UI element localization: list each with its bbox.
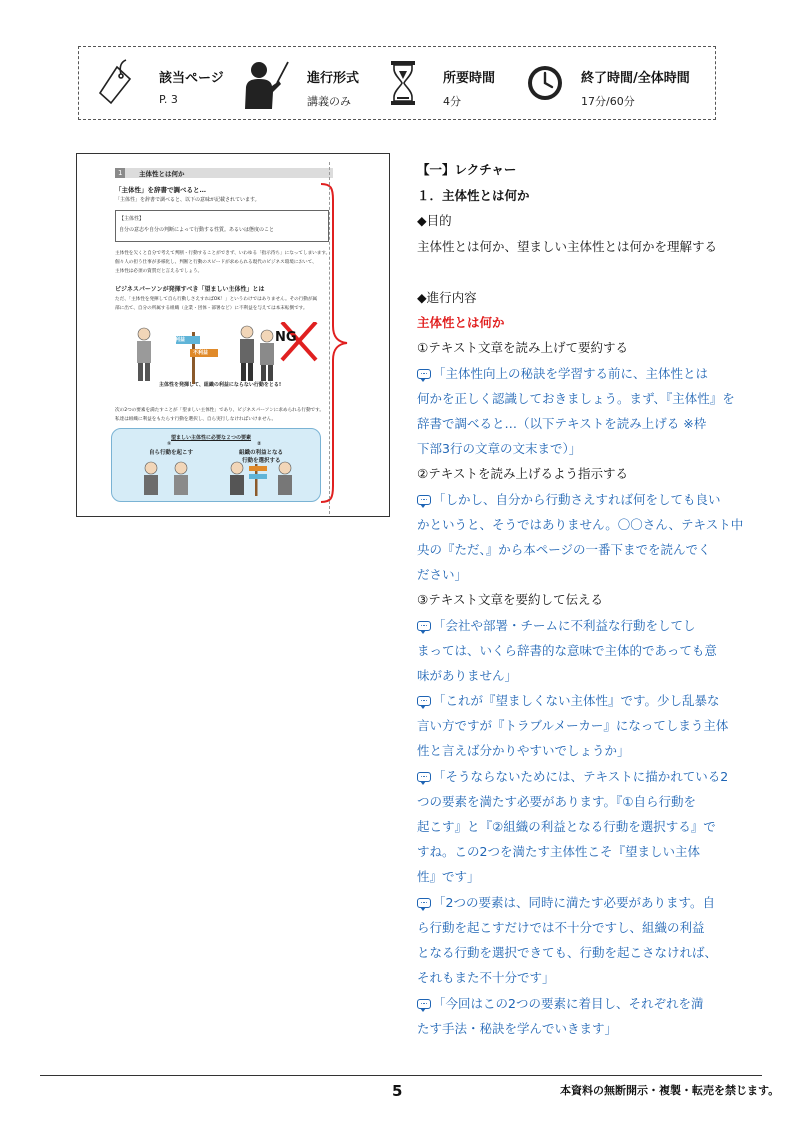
session-info-box (78, 46, 716, 120)
step-3-title: ③テキスト文章を要約して伝える (417, 592, 603, 607)
topic-title: 主体性とは何か (417, 315, 505, 330)
section-subheading: １．主体性とは何か (417, 188, 530, 203)
thumb-paragraph: 私達は組織に利益をもたらす行動を選択し、自ら実行しなければいけません。 (115, 417, 277, 422)
speech-line: かというと、そうではありません。〇〇さん、テキスト中 (417, 517, 744, 532)
step-1-title: ①テキスト文章を読み上げて要約する (417, 340, 628, 355)
thumb-paragraph: 「主体性」を辞書で調べると、以下の意味が記載されています。 (115, 197, 260, 203)
speech-line: 「しかし、自分から行動さえすれば何をしても良い (417, 492, 721, 508)
info-value: 4分 (443, 95, 461, 108)
speech-bubble-icon (417, 621, 431, 631)
info-cell-duration (379, 47, 519, 121)
speech-line: 「今回はこの2つの要素に着目し、それぞれを満 (417, 996, 703, 1012)
info-label: 所要時間 (443, 71, 496, 86)
purpose-text: 主体性とは何か、望ましい主体性とは何かを理解する (417, 239, 718, 254)
element-2-number: ② (257, 441, 262, 447)
thumb-paragraph: 主体性を欠くと自分で考えて判断・行動することができず、いわゆる「指示待ち」になってしまいます。 (115, 251, 331, 256)
two-elements-people (137, 458, 307, 498)
copyright-notice: 本資料の無断開示・複製・転売を禁じます。 (560, 1084, 780, 1097)
element-1-text: 自ら行動を起こす (149, 450, 194, 456)
speech-line: ら行動を起こすだけでは不十分ですし、組織の利益 (417, 920, 705, 935)
speech-bubble-icon (417, 495, 431, 505)
speech-line: それもまた不十分です」 (417, 970, 555, 985)
speech-bubble-icon (417, 898, 431, 908)
element-2-text: 行動を選択する (242, 458, 281, 464)
sign-label-profit: 利益 (175, 337, 186, 343)
speech-bubble-icon (417, 999, 431, 1009)
speech-line: 「主体性向上の秘訣を学習する前に、主体性とは (417, 366, 708, 382)
speech-line: 味がありません」 (417, 668, 518, 683)
page-edge-guide (329, 162, 330, 514)
section-title: 主体性とは何か (139, 170, 185, 178)
speech-line: となる行動を選択できても、行動を起こさなければ、 (417, 945, 718, 960)
sign-label-loss: 不利益 (193, 350, 209, 356)
info-cell-page (79, 47, 239, 121)
lecturer-pointer-icon (241, 59, 291, 109)
speech-line: 央の『ただ、』から本ページの一番下までを読んでく (417, 542, 711, 557)
footer-rule (40, 1075, 762, 1076)
clock-icon (527, 65, 563, 101)
definition-text: 自分の意志や自分の判断によって行動する性質。あるいは態度のこと (119, 227, 275, 233)
textbook-page-thumbnail (76, 153, 390, 517)
speech-line: 辞書で調べると…（以下テキストを読み上げる ※枠 (417, 416, 707, 431)
speech-bubble-icon (417, 369, 431, 379)
element-2-text: 組織の利益となる (239, 450, 284, 456)
thumb-paragraph: 個々人の担う仕事が多様化し、判断と行動のスピードが求められる現代のビジネス環境において、 (115, 260, 317, 265)
progress-label: ◆進行内容 (417, 290, 477, 305)
speech-line: 「そうならないためには、テキストに描かれている2 (417, 769, 728, 785)
speech-line: 言い方ですが『トラブルメーカー』になってしまう主体 (417, 718, 729, 733)
illustration-caption: 主体性を発揮して、組織の利益にならない行動をとる! (159, 382, 282, 388)
speech-line: 「会社や部署・チームに不利益な行動をしてし (417, 618, 696, 634)
thumb-paragraph: 主体性は必須の資質だと言えるでしょう。 (115, 269, 203, 274)
speech-line: ださい」 (417, 567, 468, 582)
info-label: 該当ページ (159, 71, 224, 86)
thumb-paragraph: ただ、「主体性を発揮して自ら行動しさえすればOK！」というわけではありません。その行動が属 (115, 297, 318, 302)
info-value: 17分/60分 (581, 95, 635, 108)
info-value: 講義のみ (307, 95, 351, 108)
hourglass-icon (391, 61, 415, 105)
info-cell-end-time (519, 47, 715, 121)
speech-bubble-icon (417, 696, 431, 706)
thumb-heading-1: 「主体性」を辞書で調べると… (115, 186, 206, 194)
ng-label: NG (275, 330, 297, 345)
speech-line: まっては、いくら辞書的な意味で主体的であっても意 (417, 643, 717, 658)
red-brace-marker (315, 180, 355, 506)
speech-bubble-icon (417, 772, 431, 782)
thumb-paragraph: 部に出て、自分の所属する組織（企業・団体・部署など）に不利益を与えては本末転倒です。 (115, 306, 308, 311)
info-label: 進行形式 (307, 71, 360, 86)
step-2-title: ②テキストを読み上げるよう指示する (417, 466, 628, 481)
info-cell-format (239, 47, 379, 121)
speech-line: すね。この2つを満たす主体性こそ『望ましい主体 (417, 844, 700, 859)
speech-line: 「これが『望ましくない主体性』です。少し乱暴な (417, 693, 720, 709)
speech-line: 下部3行の文章の文末まで）」 (417, 441, 582, 456)
speech-line: 性』です」 (417, 869, 480, 884)
speech-line: 起こす』と『②組織の利益となる行動を選択する』で (417, 819, 716, 834)
info-label: 終了時間/全体時間 (581, 71, 690, 86)
element-1-number: ① (167, 441, 172, 447)
speech-line: たす手法・秘訣を学んでいきます」 (417, 1021, 618, 1036)
section-number: 1 (118, 169, 123, 177)
speech-line: つの要素を満たす必要があります。『①自ら行動を (417, 794, 696, 809)
speech-line: 「2つの要素は、同時に満たす必要があります。自 (417, 895, 715, 911)
two-elements-title: 望ましい主体性に必要な２つの要素 (171, 435, 252, 441)
speech-line: 性と言えば分かりやすいでしょうか」 (417, 743, 630, 758)
definition-title: 【主体性】 (119, 216, 145, 222)
speech-line: 何かを正しく認識しておきましょう。まず、『主体性』を (417, 391, 735, 406)
thumb-paragraph: 次の2つの要素を満たすことが「望ましい主体性」であり、ビジネスパーソンに求められる行動です。 (115, 408, 324, 413)
thumb-heading-2: ビジネスパーソンが発揮すべき「望ましい主体性」とは (115, 286, 265, 293)
bookmark-tag-icon (97, 59, 133, 109)
purpose-label: ◆目的 (417, 213, 452, 228)
info-value: P. 3 (159, 93, 178, 106)
section-heading: 【一】レクチャー (417, 162, 517, 177)
page-number: 5 (392, 1082, 403, 1100)
